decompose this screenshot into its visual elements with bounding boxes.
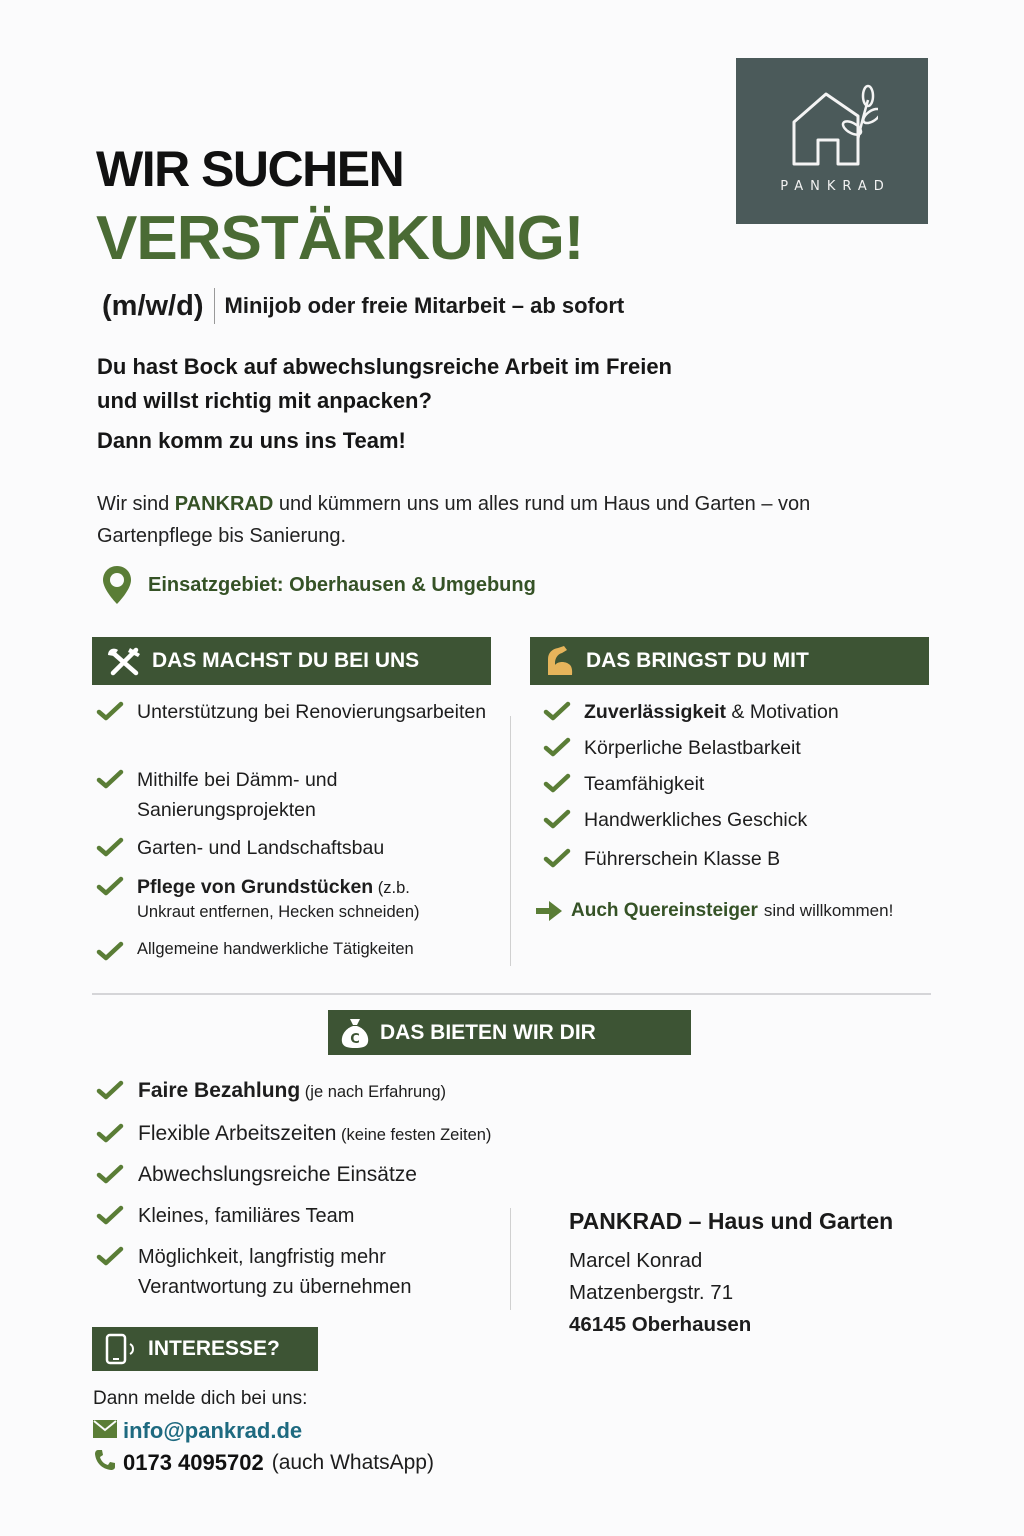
job-type: Minijob oder freie Mitarbeit – ab sofort <box>224 293 625 318</box>
checkmark-icon <box>543 773 571 793</box>
list-item <box>96 833 384 863</box>
checkmark-icon <box>96 701 124 721</box>
service-area-text: Einsatzgebiet: Oberhausen & Umgebung <box>148 573 536 596</box>
intro-cta: Dann komm zu uns ins Team! <box>97 428 406 453</box>
about-suffix: und kümmern uns um alles rund um Haus und Garten – von Gartenpflege bis Sanierung. <box>97 493 811 547</box>
intro-text <box>97 350 672 418</box>
phone-note: (auch WhatsApp) <box>271 1450 434 1474</box>
section-title-interest: INTERESSE? <box>148 1337 280 1360</box>
req-bold: Zuverlässigkeit <box>584 701 726 723</box>
list-item <box>96 697 486 727</box>
section-header-offer <box>328 1010 691 1055</box>
svg-text:C: C <box>350 1031 360 1047</box>
section-title-tasks: DAS MACHST DU BEI UNS <box>152 649 420 672</box>
company-name: PANKRAD – Haus und Garten <box>569 1208 894 1234</box>
offer-text: Kleines, familiäres Team <box>138 1205 355 1227</box>
phone-link[interactable]: 0173 4095702 <box>123 1449 264 1475</box>
list-item <box>96 872 420 922</box>
intro-line1: Du hast Bock auf abwechslungsreiche Arbeit im Freien <box>97 354 672 379</box>
list-item <box>543 844 780 874</box>
hammer-wrench-icon <box>106 646 142 676</box>
checkmark-icon <box>96 876 124 896</box>
intro-line2: und willst richtig mit anpacken? <box>97 388 432 413</box>
checkmark-icon <box>96 837 124 857</box>
task-text: Garten- und Landschaftsbau <box>137 837 385 859</box>
flexed-arm-icon <box>544 645 576 677</box>
career-changers-note <box>535 900 893 922</box>
checkmark-icon <box>543 701 571 721</box>
map-pin-icon <box>102 565 132 605</box>
req-text: & Motivation <box>725 701 839 723</box>
checkmark-icon <box>96 941 124 961</box>
offer-text: Abwechslungsreiche Einsätze <box>138 1163 417 1186</box>
task-text-wrap <box>137 872 420 922</box>
offer-text-line2: Verantwortung zu übernehmen <box>138 1276 412 1298</box>
offer-bold: Faire Bezahlung <box>138 1079 301 1102</box>
section-title-requirements: DAS BRINGST DU MIT <box>586 649 809 672</box>
checkmark-icon <box>96 1205 124 1225</box>
checkmark-icon <box>96 1246 124 1266</box>
house-with-leaves-icon <box>786 84 878 174</box>
req-text: Handwerkliches Geschick <box>584 809 808 831</box>
checkmark-icon <box>543 848 571 868</box>
section-header-interest <box>92 1327 318 1371</box>
checkmark-icon <box>96 1123 124 1143</box>
contact-block <box>93 1388 434 1477</box>
checkmark-icon <box>96 769 124 789</box>
about-brand: PANKRAD <box>174 493 274 515</box>
list-item <box>543 805 807 835</box>
list-item <box>96 1201 354 1231</box>
headline-line1: WIR SUCHEN <box>96 141 404 197</box>
checkmark-icon <box>543 737 571 757</box>
contact-hint: Dann melde dich bei uns: <box>93 1388 308 1409</box>
tasks-list <box>96 697 506 967</box>
list-item <box>543 733 801 763</box>
checkmark-icon <box>96 1080 124 1100</box>
service-area <box>102 565 536 605</box>
list-item <box>96 1242 412 1302</box>
section-title-offer: DAS BIETEN WIR DIR <box>380 1020 596 1044</box>
about-prefix: Wir sind <box>97 493 175 515</box>
task-text: Unterstützung bei Renovierungsarbeiten <box>137 701 487 723</box>
req-text: Körperliche Belastbarkeit <box>584 737 801 759</box>
list-item <box>96 1076 446 1107</box>
job-subline <box>102 288 624 324</box>
column-divider <box>510 1208 511 1310</box>
list-item <box>543 769 704 799</box>
money-bag-icon <box>340 1017 370 1049</box>
task-text: Allgemeine handwerkliche Tätigkeiten <box>137 940 414 958</box>
list-item <box>96 1160 417 1190</box>
req-text: Teamfähigkeit <box>584 773 705 795</box>
headline-line2: VERSTÄRKUNG! <box>96 204 584 273</box>
checkmark-icon <box>96 1164 124 1184</box>
offer-text: Möglichkeit, langfristig mehr <box>138 1246 386 1268</box>
list-item <box>96 765 506 825</box>
contact-person: Marcel Konrad <box>569 1249 703 1272</box>
about-text <box>97 488 927 552</box>
phone-icon <box>93 1448 123 1477</box>
task-text: Mithilfe bei Dämm- und Sanierungsprojekten <box>137 769 338 821</box>
company-logo <box>736 58 928 224</box>
logo-wordmark: PANKRAD <box>780 179 891 194</box>
req-text: Führerschein Klasse B <box>584 848 781 870</box>
list-item <box>543 697 839 727</box>
gender-tag: (m/w/d) <box>102 289 204 322</box>
section-divider <box>92 993 931 995</box>
offer-text: Flexible Arbeitszeiten <box>138 1122 337 1145</box>
requirements-list <box>543 697 963 897</box>
checkmark-icon <box>543 809 571 829</box>
section-header-requirements <box>530 637 929 685</box>
list-item <box>96 1119 491 1150</box>
divider <box>214 288 215 324</box>
column-divider <box>510 716 511 966</box>
section-header-tasks <box>92 637 491 685</box>
offer-note: (je nach Erfahrung) <box>300 1083 447 1101</box>
list-item <box>96 937 414 961</box>
email-row <box>93 1418 434 1444</box>
task-bold: Pflege von Grundstücken <box>137 876 374 898</box>
company-address <box>569 1208 893 1341</box>
offer-note: (keine festen Zeiten) <box>336 1126 492 1144</box>
task-note: Unkraut entfernen, Hecken schneiden) <box>137 903 420 921</box>
email-link[interactable]: info@pankrad.de <box>123 1418 303 1443</box>
phone-row <box>93 1448 434 1477</box>
welcome-bold: Auch Quereinsteiger <box>571 900 758 921</box>
offer-list <box>96 1076 516 1306</box>
envelope-icon <box>93 1420 123 1443</box>
welcome-text: sind willkommen! <box>763 901 894 920</box>
arrow-right-icon <box>535 900 563 922</box>
street-address: Matzenbergstr. 71 <box>569 1281 734 1304</box>
city-address: 46145 Oberhausen <box>569 1313 752 1336</box>
smartphone-icon <box>104 1333 140 1365</box>
task-text: (z.b. <box>373 879 410 897</box>
